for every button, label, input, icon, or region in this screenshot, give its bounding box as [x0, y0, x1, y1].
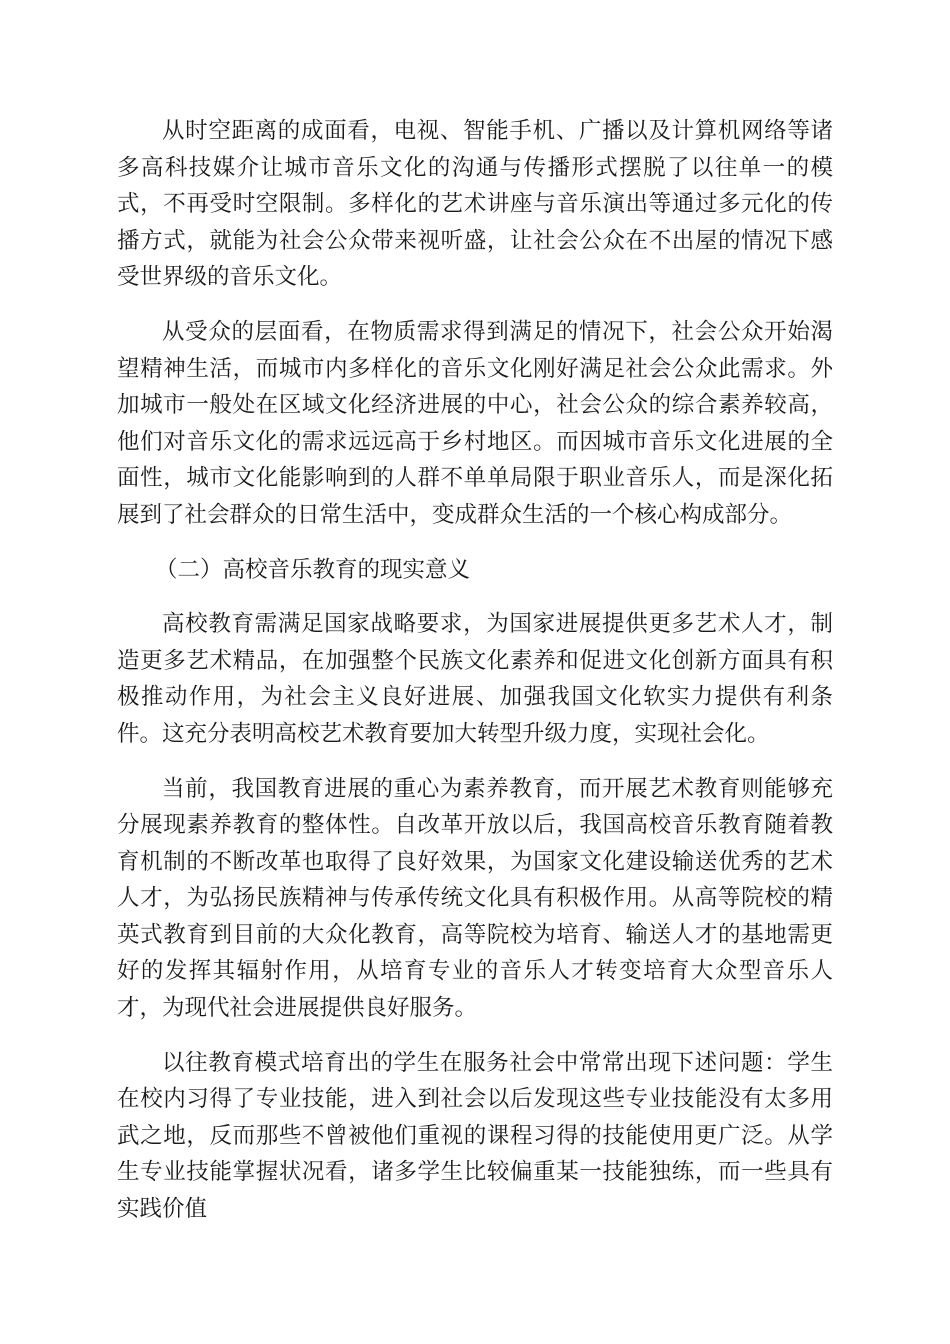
paragraph-national-strategy: 高校教育需满足国家战略要求，为国家进展提供更多艺术人才，制造更多艺术精品，在加强整个民族文化素养和促进文化创新方面具有积极推动作用，为社会主义良好进展、加强我国文化软实力提供有利条件。这充分表明高校艺术教育要加大转型升级力度，实现社会化。	[117, 611, 833, 747]
document-body	[117, 113, 833, 1246]
paragraph-media-dimension: 从时空距离的成面看，电视、智能手机、广播以及计算机网络等诸多高科技媒介让城市音乐文化的沟通与传播形式摆脱了以往单一的模式，不再受时空限制。多样化的艺术讲座与音乐演出等通过多元化的传播方式，就能为社会公众带来视听盛，让社会公众在不出屋的情况下感受世界级的音乐文化。	[117, 118, 833, 291]
paragraph-quality-education: 当前，我国教育进展的重心为素养教育，而开展艺术教育则能够充分展现素养教育的整体性。自改革开放以后，我国高校音乐教育随着教育机制的不断改革也取得了良好效果，为国家文化建设输送优秀的艺术人才，为弘扬民族精神与传承传统文化具有积极作用。从高等院校的精英式教育到目前的大众化教育，高等院校为培育、输送人才的基地需更好的发挥其辐射作用，从培育专业的音乐人才转变培育大众型音乐人才，为现代社会进展提供良好服务。	[117, 775, 833, 1022]
section-heading: （二）高校音乐教育的现实意义	[155, 556, 471, 583]
paragraph-past-education-model: 以往教育模式培育出的学生在服务社会中常常出现下述问题：学生在校内习得了专业技能，进入到社会以后发现这些专业技能没有太多用武之地，反而那些不曾被他们重视的课程习得的技能使用更广泛。从学生专业技能掌握状况看，诸多学生比较偏重某一技能独练，而一些具有实践价值	[117, 1049, 833, 1223]
paragraph-audience-dimension: 从受众的层面看，在物质需求得到满足的情况下，社会公众开始渴望精神生活，而城市内多样化的音乐文化刚好满足社会公众此需求。外加城市一般处在区域文化经济进展的中心，社会公众的综合素养较高，他们对音乐文化的需求远远高于乡村地区。而因城市音乐文化进展的全面性，城市文化能影响到的人群不单单局限于职业音乐人，而是深化拓展到了社会群众的日常生活中，变成群众生活的一个核心构成部分。	[117, 318, 833, 528]
